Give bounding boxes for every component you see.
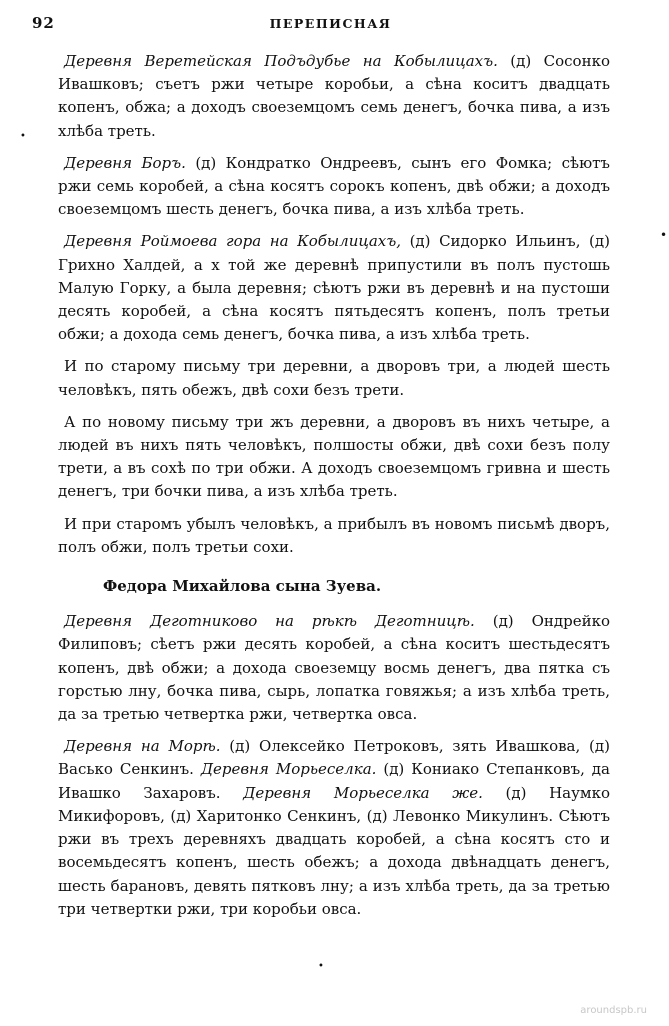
body-text xyxy=(58,50,610,930)
paragraph-text: И по старому письму три деревни, а дворовъ три, а людей шесть человѣкъ, пять обежъ, двѣ сохи безъ трети. xyxy=(58,357,610,399)
village-name: Деревня Роймоева гора на Кобылицахъ, xyxy=(64,232,401,251)
ink-speck: • xyxy=(660,228,668,242)
village-name: Деревня Деготниково на рѣкѣ Деготницѣ. xyxy=(64,612,475,631)
paragraph-text: И при старомъ убылъ человѣкъ, а прибылъ въ новомъ письмѣ дворъ, полъ обжи, полъ третьи сохи. xyxy=(58,514,610,556)
ink-speck: • xyxy=(318,961,324,972)
page-number: 92 xyxy=(32,14,55,32)
village-name: Деревня на Морѣ. xyxy=(64,737,221,756)
section-heading: Федора Михайлова сына Зуева. xyxy=(103,577,382,596)
paragraph-bor xyxy=(58,152,610,222)
paragraph-text: (д) Ондрейко Филиповъ; сѣетъ ржи десять коробей, а сѣна коситъ шестьдесятъ копенъ, двѣ обжи; а дохода своеземцу восмь денегъ, два пятка съ горстью лну, бочка пива, сырь, лопатка говяжья; а изъ хлѣба треть, да за третью четвертка ржи, четвертка овса. xyxy=(58,612,610,724)
paragraph-rojmoeva-gora xyxy=(58,230,610,346)
paragraph-text: (д) Олексейко Петроковъ, зять Ивашкова, (д) Васько Сенкинъ. xyxy=(58,737,611,779)
paragraph-comparison xyxy=(58,513,610,559)
paragraph-old-census-summary xyxy=(58,355,610,401)
watermark: aroundspb.ru xyxy=(580,1005,647,1016)
page-header xyxy=(32,14,629,34)
village-name: Деревня Морьеселка же. xyxy=(243,783,483,802)
paragraph-text: А по новому письму три жъ деревни, а дворовъ въ нихъ четыре, а людей въ нихъ пять человѣкъ, полшосты обжи, двѣ сохи безъ полу трети, а въ сохѣ по три обжи. А доходъ своеземцомъ гривна и шесть денегъ, три бочки пива, а изъ хлѣба треть. xyxy=(58,412,610,501)
village-name: Деревня Веретейская Подъдубье на Кобылицахъ. xyxy=(64,52,498,70)
paragraph-text: (д) Сосонко Ивашковъ; съетъ ржи четыре коробьи, а сѣна коситъ двадцать копенъ, обжа; а доходъ своеземцомъ семь денегъ, бочка пива, а изъ хлѣба треть. xyxy=(58,52,610,140)
village-name: Деревня Боръ. xyxy=(64,153,186,172)
paragraph-text: (д) Кониако Степанковъ, да Ивашко Захаровъ. xyxy=(58,760,610,802)
paragraph-text: (д) Наумко Микифоровъ, (д) Харитонко Сенкинъ, (д) Левонко Микулинъ. Сѣютъ ржи въ трехъ деревняхъ двадцать коробей, а сѣна косятъ сто и восемьдесятъ копенъ, шесть обежъ; а дохода двѣнадцать денегъ, шесть барановъ, девять пятковъ лну; а изъ хлѣба треть, да за третью три четвертки ржи, три коробьи овса. xyxy=(58,783,610,918)
paragraph-na-more xyxy=(58,735,610,921)
village-name: Деревня Морьеселка. xyxy=(200,760,377,779)
paragraph-new-census-summary xyxy=(58,411,610,504)
paragraph-text: (д) Сидорко Ильинъ, (д) Грихно Халдей, а х той же деревнѣ припустили въ полъ пустошь Малую Горку, а была деревня; сѣютъ ржи въ деревнѣ и на пустоши десять коробей, а сѣна косятъ пятьдесятъ копенъ, полъ третьи обжи; а дохода семь денегъ, бочка пива, а изъ хлѣба треть. xyxy=(58,232,610,344)
paragraph-text: (д) Кондратко Ондреевъ, сынъ его Фомка; сѣютъ ржи семь коробей, а сѣна косятъ сорокъ копенъ, двѣ обжи; а доходъ своеземцомъ шесть денегъ, бочка пива, а изъ хлѣба треть. xyxy=(58,153,610,219)
paragraph-veretejskaya xyxy=(58,50,610,143)
running-head: ПЕРЕПИСНАЯ xyxy=(269,16,392,31)
ink-speck: • xyxy=(20,131,26,142)
paragraph-degotnikovo xyxy=(58,610,610,726)
